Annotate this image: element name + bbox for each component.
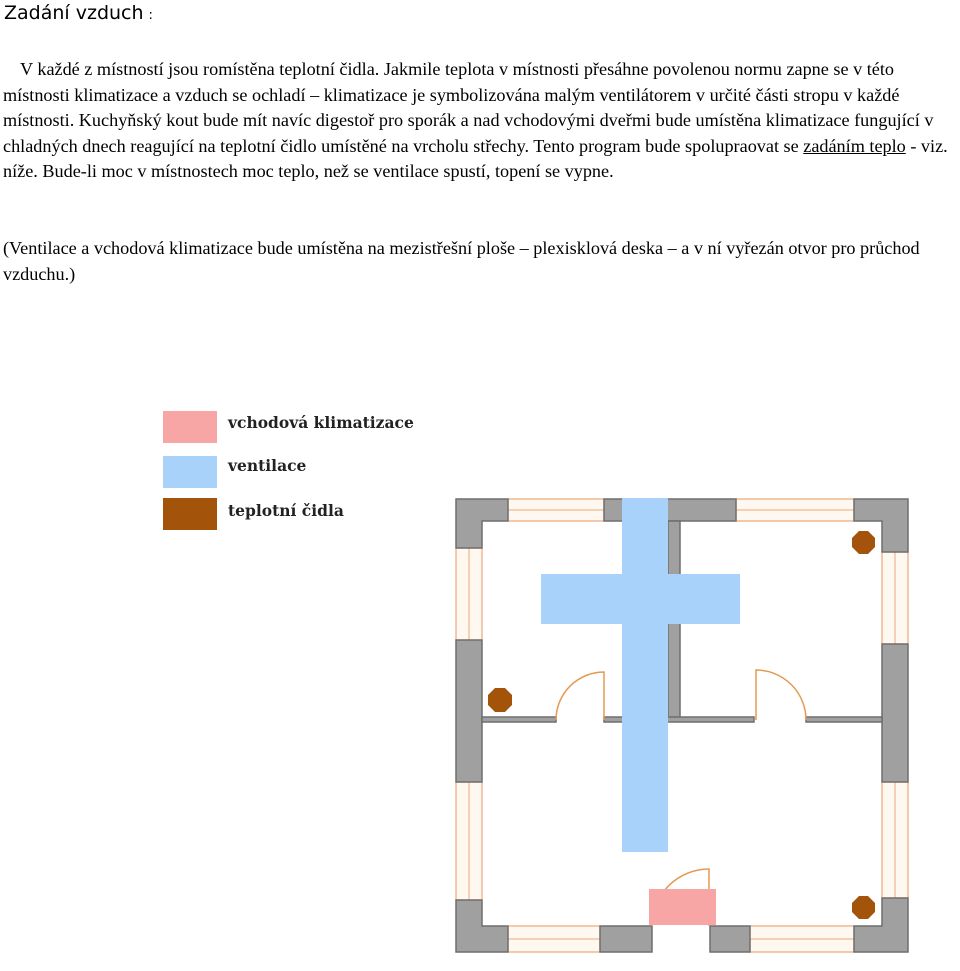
- paragraph-text-b: - viz. níže. Bude-li moc v místnostech moc teplo, než se ventilace spustí, topení se vypne.: [3, 135, 948, 181]
- sensor-bottom-right: [852, 896, 875, 919]
- wall-divider-horizontal-left: [482, 717, 556, 722]
- legend-label-entrance-ac: vchodová klimatizace: [228, 413, 414, 432]
- wall-corner-bl: [456, 900, 508, 952]
- wall-right-middle: [882, 644, 908, 782]
- paragraph-note: (Ventilace a vchodová klimatizace bude umístěna na mezistřešní ploše – plexisklová deska – a v ní vyřezán otvor pro průchod vzduchu.): [3, 238, 920, 284]
- wall-divider-horizontal-right: [806, 717, 882, 722]
- heading-text: Zadání vzduch: [4, 2, 144, 24]
- wall-bottom-left: [600, 926, 652, 952]
- ventilation-horizontal: [541, 574, 740, 624]
- doors: [556, 670, 806, 926]
- legend-label-ventilation: ventilace: [228, 456, 307, 475]
- ventilation-cross: [541, 498, 740, 852]
- legend-label-sensor: teplotní čidla: [228, 501, 344, 520]
- wall-left-middle: [456, 640, 482, 782]
- heading-colon: :: [148, 8, 153, 23]
- walls: [456, 499, 908, 952]
- paragraph-text-a: V každé z místností jsou romístěna teplotní čidla. Jakmile teplota v místnosti přesáhne povolenou normu zapne se v této místnosti klimatizace a vzduch se ochladí – klimatizace je symbolizována malým ventilátorem v určité části stropu v každé místnosti. Kuchyňský kout bude mít navíc digestoř pro sporák a nad vchodovými dveřmi bude umístěna klimatizace fungující v chladných dnech reagující na teplotní čidlo umístěné na vrcholu střechy. Tento program bude spolupraovat se: [3, 59, 934, 156]
- sensor-left: [488, 688, 512, 712]
- wall-corner-tl: [456, 499, 508, 548]
- link-zadani-teplo[interactable]: zadáním teplo: [803, 135, 906, 156]
- entrance-ac: [649, 889, 716, 925]
- wall-bottom-right: [710, 926, 750, 952]
- ventilation-vertical: [622, 498, 668, 852]
- door-right: [756, 670, 806, 720]
- sensor-top-right: [852, 531, 875, 554]
- door-left: [556, 672, 604, 720]
- windows: [456, 499, 908, 952]
